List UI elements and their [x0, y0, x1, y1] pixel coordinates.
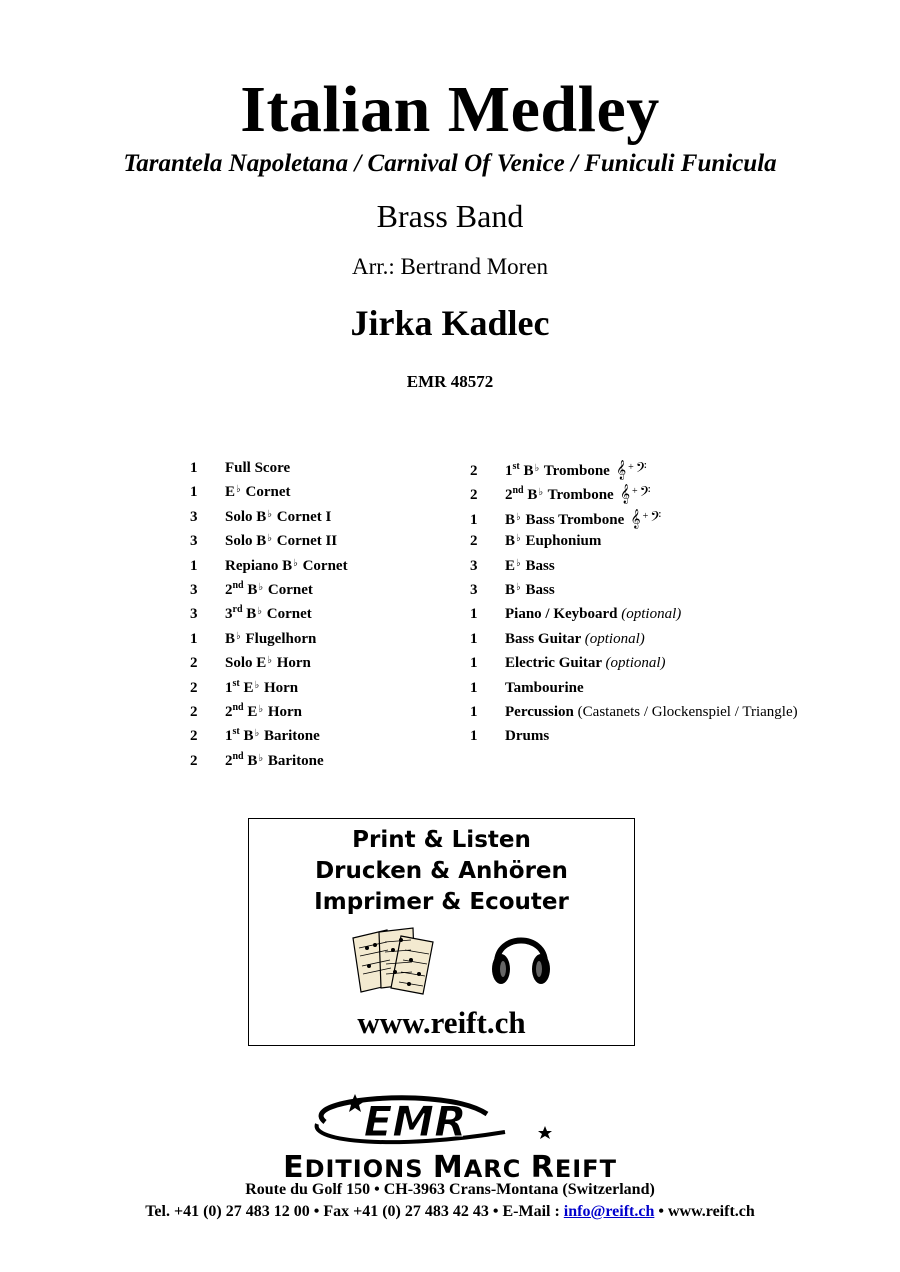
publisher-part: ARC [463, 1155, 531, 1183]
logo-text: EMR [363, 1097, 467, 1146]
plus-sign: + [642, 510, 649, 522]
part-quantity: 2 [190, 728, 198, 745]
part-row [190, 627, 348, 651]
publisher-initial-m: M [432, 1150, 464, 1185]
promo-box [248, 818, 635, 1046]
optional-note: (optional) [605, 655, 666, 672]
part-name [225, 655, 311, 671]
part-quantity: 1 [470, 728, 478, 745]
flat-sign: ♭ [534, 463, 540, 474]
optional-note: (optional) [584, 630, 645, 647]
flat-sign: ♭ [267, 533, 272, 545]
part-label: Bass [521, 557, 555, 574]
flat-sign: ♭ [258, 581, 264, 593]
part-row [470, 602, 798, 626]
flat-sign: ♭ [258, 703, 264, 715]
emr-logo [255, 1092, 555, 1152]
part-label: Repiano B [225, 557, 293, 574]
part-quantity: 3 [190, 508, 198, 525]
part-row [470, 700, 798, 724]
part-quantity: 1 [190, 460, 198, 476]
flat-sign: ♭ [254, 679, 260, 691]
part-row [190, 602, 348, 626]
part-label: Full Score [225, 460, 291, 476]
part-quantity: 1 [470, 679, 478, 696]
part-row [190, 578, 348, 602]
part-name [225, 750, 324, 769]
part-row [470, 505, 798, 529]
part-label: Euphonium [521, 533, 602, 550]
part-detail: (Castanets / Glockenspiel / Triangle) [577, 703, 798, 720]
ensemble: Brass Band [376, 198, 524, 234]
flat-sign: ♭ [516, 533, 521, 545]
contact-line [0, 1203, 900, 1221]
part-quantity: 3 [470, 557, 478, 574]
clef-icons [612, 460, 647, 479]
part-quantity: 2 [190, 703, 198, 720]
address: Route du Golf 150 • CH-3963 Crans-Montana (Switzerland) [245, 1181, 655, 1198]
part-row [190, 505, 348, 529]
part-quantity: 2 [470, 463, 478, 479]
part-label: Percussion [505, 703, 574, 720]
publisher-initial-r: R [530, 1150, 555, 1185]
part-label: 2 [505, 487, 513, 504]
part-quantity: 2 [190, 752, 198, 769]
ordinal-suffix: nd [232, 701, 244, 713]
part-row [470, 456, 798, 480]
part-name [505, 582, 555, 598]
headphones-icon [489, 923, 553, 987]
part-name [225, 606, 312, 622]
email-link[interactable]: info@reift.ch [563, 1203, 655, 1220]
ordinal-suffix: rd [232, 604, 243, 616]
sheet-music-icon [349, 926, 441, 996]
part-row [190, 456, 348, 480]
part-quantity: 1 [470, 606, 478, 623]
part-label: Tambourine [505, 679, 584, 696]
part-name [225, 728, 320, 744]
part-name [225, 677, 299, 696]
part-row [190, 724, 348, 748]
part-label: Solo B [225, 533, 267, 550]
part-quantity: 3 [190, 606, 198, 623]
part-label: 1 [225, 679, 233, 696]
ordinal-suffix: nd [232, 750, 244, 762]
flat-sign: ♭ [267, 508, 272, 520]
part-label: E [505, 557, 516, 574]
part-label: Solo E [225, 655, 267, 672]
part-name [505, 606, 681, 622]
part-name [505, 680, 584, 696]
part-name [225, 558, 348, 574]
part-name [225, 460, 290, 476]
part-row [470, 651, 798, 675]
part-label: Bass Guitar [505, 630, 581, 647]
part-quantity: 2 [190, 679, 198, 696]
part-row [470, 529, 798, 553]
part-name [505, 728, 549, 744]
part-name [225, 484, 290, 500]
flat-sign: ♭ [516, 557, 521, 569]
catalog-number: EMR 48572 [406, 372, 494, 391]
part-label: Piano / Keyboard [505, 606, 618, 623]
part-label: Trombone [540, 463, 610, 479]
bass-clef-icon: 𝄢 [639, 484, 651, 504]
part-row [470, 724, 798, 748]
publisher-name [0, 1150, 900, 1185]
part-label: 2 [225, 581, 233, 598]
bass-clef-icon: 𝄢 [635, 460, 647, 479]
part-label: B [243, 752, 258, 769]
part-label: Horn [272, 655, 311, 672]
star-icon [345, 1094, 365, 1112]
part-row [470, 578, 798, 602]
part-row [190, 554, 348, 578]
flat-sign: ♭ [267, 655, 272, 667]
part-name [505, 463, 610, 479]
clef-icons [616, 484, 651, 503]
ordinal-suffix: st [512, 461, 520, 472]
promo-line-en: Print & Listen [352, 827, 531, 853]
part-label: B [505, 511, 516, 528]
part-row [470, 480, 798, 504]
part-label: Horn [264, 703, 303, 720]
treble-clef-icon: 𝄞 [630, 508, 641, 528]
star-icon [538, 1126, 552, 1139]
ordinal-suffix: st [232, 726, 240, 738]
publisher-initial-e: E [283, 1150, 305, 1185]
part-label: Cornet [298, 557, 348, 574]
part-quantity: 1 [190, 484, 198, 501]
part-quantity: 1 [190, 630, 198, 647]
part-row [190, 749, 348, 773]
part-label: 2 [225, 752, 233, 769]
part-label: Cornet [241, 484, 291, 501]
part-row [470, 554, 798, 578]
treble-clef-icon: 𝄞 [616, 460, 627, 479]
part-quantity: 2 [470, 487, 478, 504]
flat-sign: ♭ [516, 581, 521, 593]
composer: Jirka Kadlec [350, 303, 550, 343]
arranger: Arr.: Bertrand Moren [351, 254, 549, 279]
part-label: 3 [225, 606, 233, 623]
part-row [190, 529, 348, 553]
promo-url[interactable]: www.reift.ch [357, 1005, 526, 1040]
part-label: 1 [505, 463, 513, 479]
part-label: Solo B [225, 508, 267, 525]
ordinal-suffix: nd [232, 579, 244, 591]
part-label: E [243, 703, 258, 720]
optional-note: (optional) [621, 606, 682, 623]
part-row [190, 651, 348, 675]
part-row [190, 676, 348, 700]
part-quantity: 1 [470, 703, 478, 720]
parts-list-right [470, 456, 798, 749]
ordinal-suffix: nd [512, 485, 524, 497]
part-label: Cornet [262, 606, 312, 623]
part-label: B [239, 728, 254, 745]
plus-sign: + [632, 486, 638, 498]
title: Italian Medley [240, 73, 660, 146]
part-quantity: 2 [470, 533, 478, 550]
part-label: Bass [521, 581, 555, 598]
part-label: Bass Trombone [521, 511, 625, 528]
part-label: B [225, 630, 236, 647]
subtitle: Tarantela Napoletana / Carnival Of Venice / Funiculi Funicula [123, 150, 777, 177]
plus-sign: + [628, 462, 634, 473]
part-quantity: 2 [190, 655, 198, 672]
part-label: B [242, 606, 257, 623]
part-label: Baritone [264, 752, 324, 769]
part-quantity: 1 [470, 655, 478, 672]
part-row [470, 627, 798, 651]
part-row [470, 676, 798, 700]
part-label: Electric Guitar [505, 655, 602, 672]
flat-sign: ♭ [258, 752, 264, 764]
flat-sign: ♭ [236, 484, 241, 496]
part-name [505, 533, 601, 549]
part-quantity: 1 [470, 630, 478, 647]
promo-line-fr: Imprimer & Ecouter [314, 889, 569, 915]
part-row [190, 480, 348, 504]
part-label: B [519, 463, 534, 479]
part-label: Flugelhorn [241, 630, 317, 647]
part-label: Drums [505, 728, 550, 745]
part-name [505, 704, 798, 720]
part-quantity: 3 [190, 581, 198, 598]
part-label: B [505, 533, 516, 550]
part-label: E [239, 679, 254, 696]
parts-list-left [190, 456, 348, 773]
publisher-part: EIFT [554, 1155, 617, 1183]
part-label: 2 [225, 703, 233, 720]
part-quantity: 3 [190, 533, 198, 550]
part-label: B [505, 581, 516, 598]
part-name [505, 558, 555, 574]
part-name [225, 533, 337, 549]
part-label: E [225, 484, 236, 501]
publisher-part: DITIONS [304, 1155, 433, 1183]
part-label: B [523, 487, 538, 504]
bass-clef-icon: 𝄢 [650, 508, 662, 528]
part-name [225, 509, 331, 525]
treble-clef-icon: 𝄞 [619, 484, 631, 504]
flat-sign: ♭ [516, 511, 521, 523]
part-name [225, 579, 313, 598]
clef-icons [626, 509, 661, 528]
flat-sign: ♭ [236, 630, 241, 642]
part-label: Cornet II [272, 533, 338, 550]
part-label: Baritone [260, 728, 320, 745]
part-quantity: 3 [470, 581, 478, 598]
part-name [505, 512, 624, 528]
flat-sign: ♭ [257, 606, 262, 618]
flat-sign: ♭ [538, 487, 544, 499]
part-name [505, 655, 666, 671]
part-name [225, 631, 316, 647]
contact-phone-fax: Tel. +41 (0) 27 483 12 00 • Fax +41 (0) 27 483 42 43 • E-Mail : [145, 1203, 564, 1220]
part-name [505, 631, 645, 647]
part-name [225, 701, 303, 720]
flat-sign: ♭ [293, 557, 298, 569]
part-label: B [243, 581, 258, 598]
part-quantity: 1 [470, 511, 478, 528]
part-label: Trombone [544, 487, 614, 504]
part-name [505, 487, 614, 503]
contact-website[interactable]: • www.reift.ch [654, 1203, 755, 1220]
flat-sign: ♭ [254, 728, 260, 740]
part-label: 1 [225, 728, 233, 745]
part-row [190, 700, 348, 724]
part-label: Horn [260, 679, 299, 696]
promo-line-de: Drucken & Anhören [315, 858, 568, 884]
part-quantity: 1 [190, 557, 198, 574]
ordinal-suffix: st [232, 677, 240, 689]
part-label: Cornet I [272, 508, 332, 525]
part-label: Cornet [264, 581, 313, 598]
